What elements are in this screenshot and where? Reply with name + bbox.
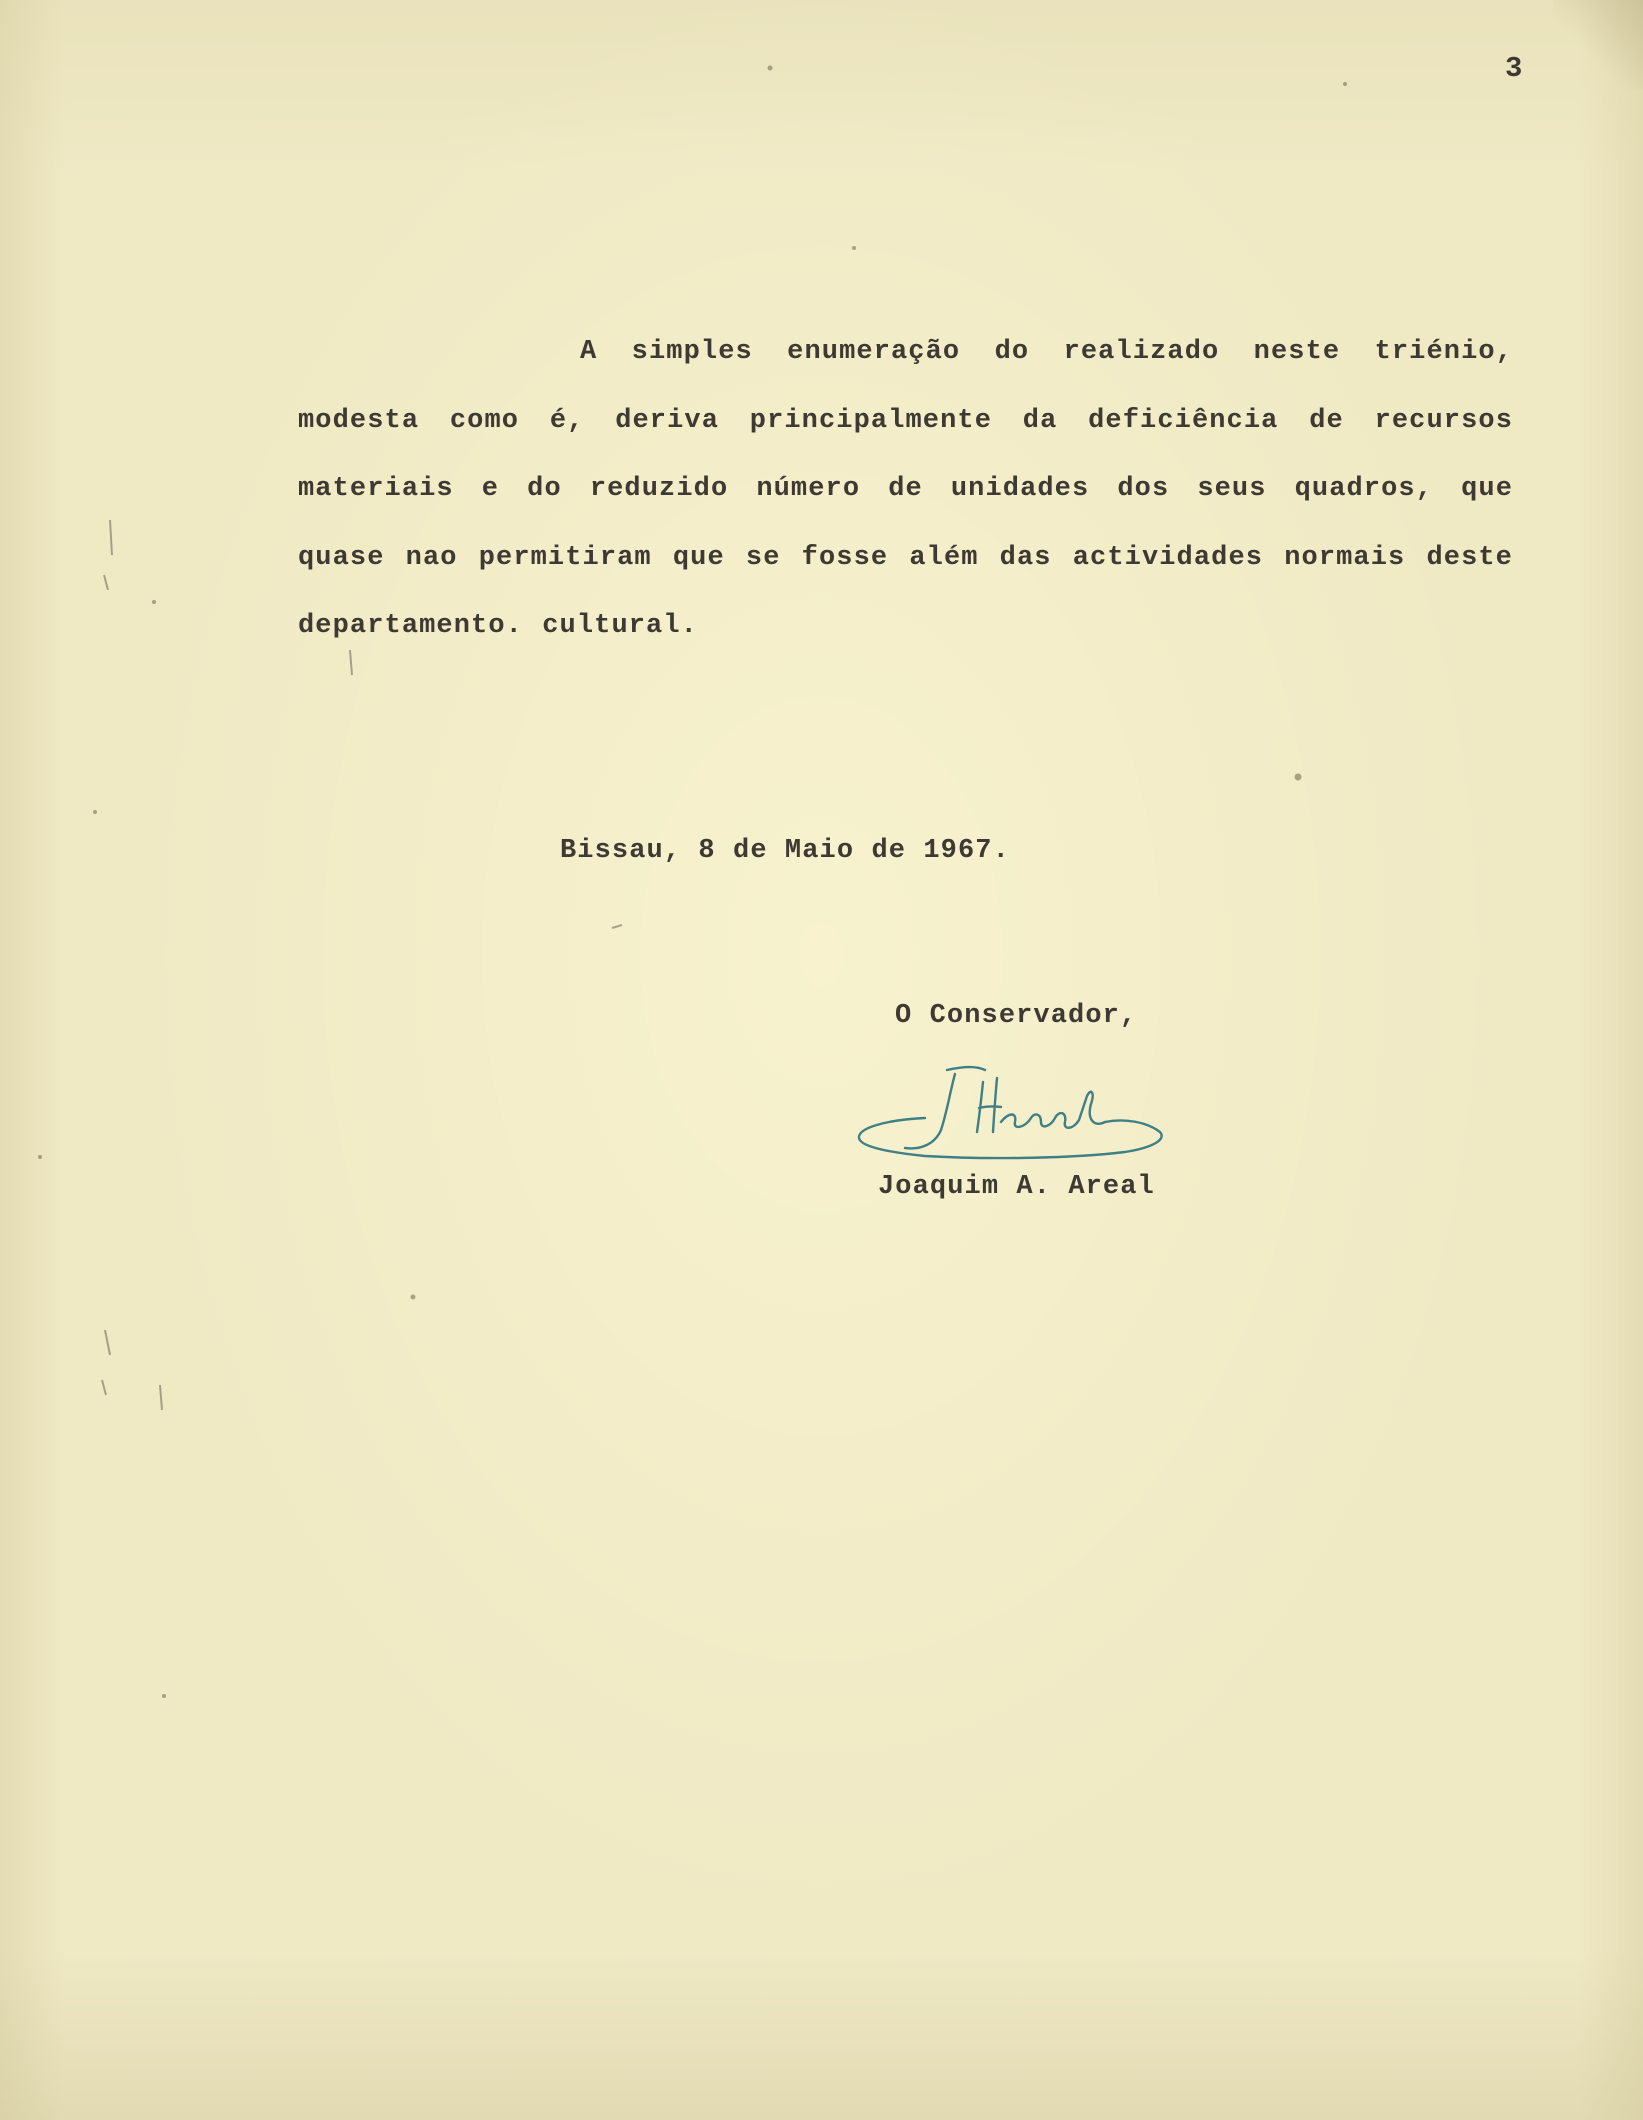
speck [162, 1694, 166, 1698]
speck [852, 246, 856, 250]
binding-mark [612, 925, 622, 928]
speck [411, 1295, 416, 1300]
handwritten-signature [855, 1052, 1175, 1162]
binding-mark [160, 1385, 162, 1410]
closing-title: O Conservador, [895, 1001, 1138, 1031]
speck [1343, 82, 1347, 86]
speck [93, 810, 97, 814]
speck [152, 600, 156, 604]
binding-mark [104, 575, 108, 590]
binding-mark [102, 1380, 106, 1395]
speck [38, 1155, 42, 1159]
binding-mark [110, 520, 112, 555]
page-corner-shade [1553, 0, 1643, 90]
speck [768, 66, 773, 71]
dateline: Bissau, 8 de Maio de 1967. [560, 836, 1010, 866]
signatory-name: Joaquim A. Areal [878, 1172, 1155, 1202]
speck [1295, 774, 1302, 781]
page-number: 3 [1505, 52, 1524, 85]
body-paragraph: A simples enumeração do realizado neste triénio, modesta como é, deriva principalmente da deficiência de recursos materiais e do reduzido número de unidades dos seus quadros, que quase nao permitiram que se fosse além das actividades normais deste departamento. cultural. [298, 337, 1513, 641]
binding-mark [105, 1330, 110, 1355]
